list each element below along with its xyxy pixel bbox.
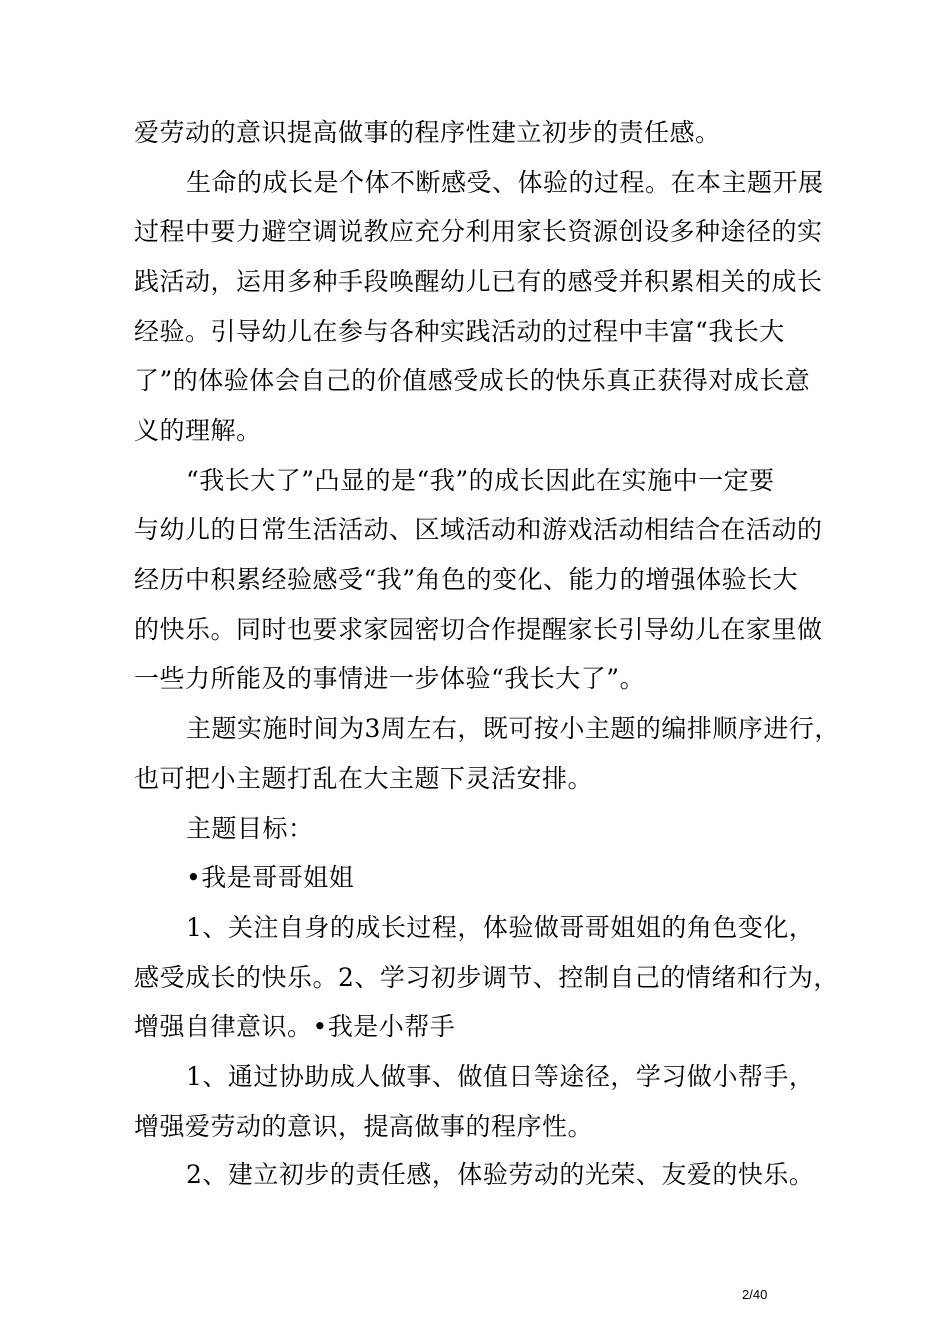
text-line: 一些力所能及的事情进一步体验“我长大了”。 [134, 664, 646, 693]
text-line: 与幼儿的日常生活活动、区域活动和游戏活动相结合在活动的 [134, 515, 823, 544]
page-number: 2/40 [742, 1287, 768, 1302]
text-line: 感受成长的快乐。2、学习初步调节、控制自己的情绪和行为， [134, 963, 839, 992]
text-line: 了”的体验体会自己的价值感受成长的快乐真正获得对成长意 [134, 366, 811, 395]
text-line: 1、通过协助成人做事、做值日等途径，学习做小帮手， [186, 1062, 815, 1091]
text-line: 爱劳动的意识提高做事的程序性建立初步的责任感。 [134, 118, 721, 147]
text-line: 增强自律意识。•我是小帮手 [134, 1012, 456, 1041]
text-line: 2、建立初步的责任感，体验劳动的光荣、友爱的快乐。 [186, 1160, 815, 1189]
text-line: 经验。引导幼儿在参与各种实践活动的过程中丰富“我长大 [134, 317, 785, 346]
text-line: 生命的成长是个体不断感受、体验的过程。在本主题开展 [186, 168, 824, 197]
text-line: 1、关注自身的成长过程，体验做哥哥姐姐的角色变化， [186, 913, 815, 942]
text-line: 也可把小主题打乱在大主题下灵活安排。 [134, 764, 594, 793]
text-line: 主题目标： [186, 814, 314, 843]
text-line: 过程中要力避空调说教应充分利用家长资源创设多种途径的实 [134, 217, 823, 246]
text-line: 践活动，运用多种手段唤醒幼儿已有的感受并积累相关的成长 [134, 267, 823, 296]
text-line: 经历中积累经验感受“我”角色的变化、能力的增强体验长大 [134, 565, 799, 594]
text-line: “我长大了”凸显的是“我”的成长因此在实施中一定要 [186, 466, 775, 495]
text-line: 增强爱劳动的意识，提高做事的程序性。 [134, 1112, 594, 1141]
text-line: 义的理解。 [134, 416, 262, 445]
text-line: 主题实施时间为3周左右，既可按小主题的编排顺序进行， [186, 714, 840, 743]
text-line: 的快乐。同时也要求家园密切合作提醒家长引导幼儿在家里做 [134, 615, 823, 644]
text-line: •我是哥哥姐姐 [186, 863, 355, 892]
